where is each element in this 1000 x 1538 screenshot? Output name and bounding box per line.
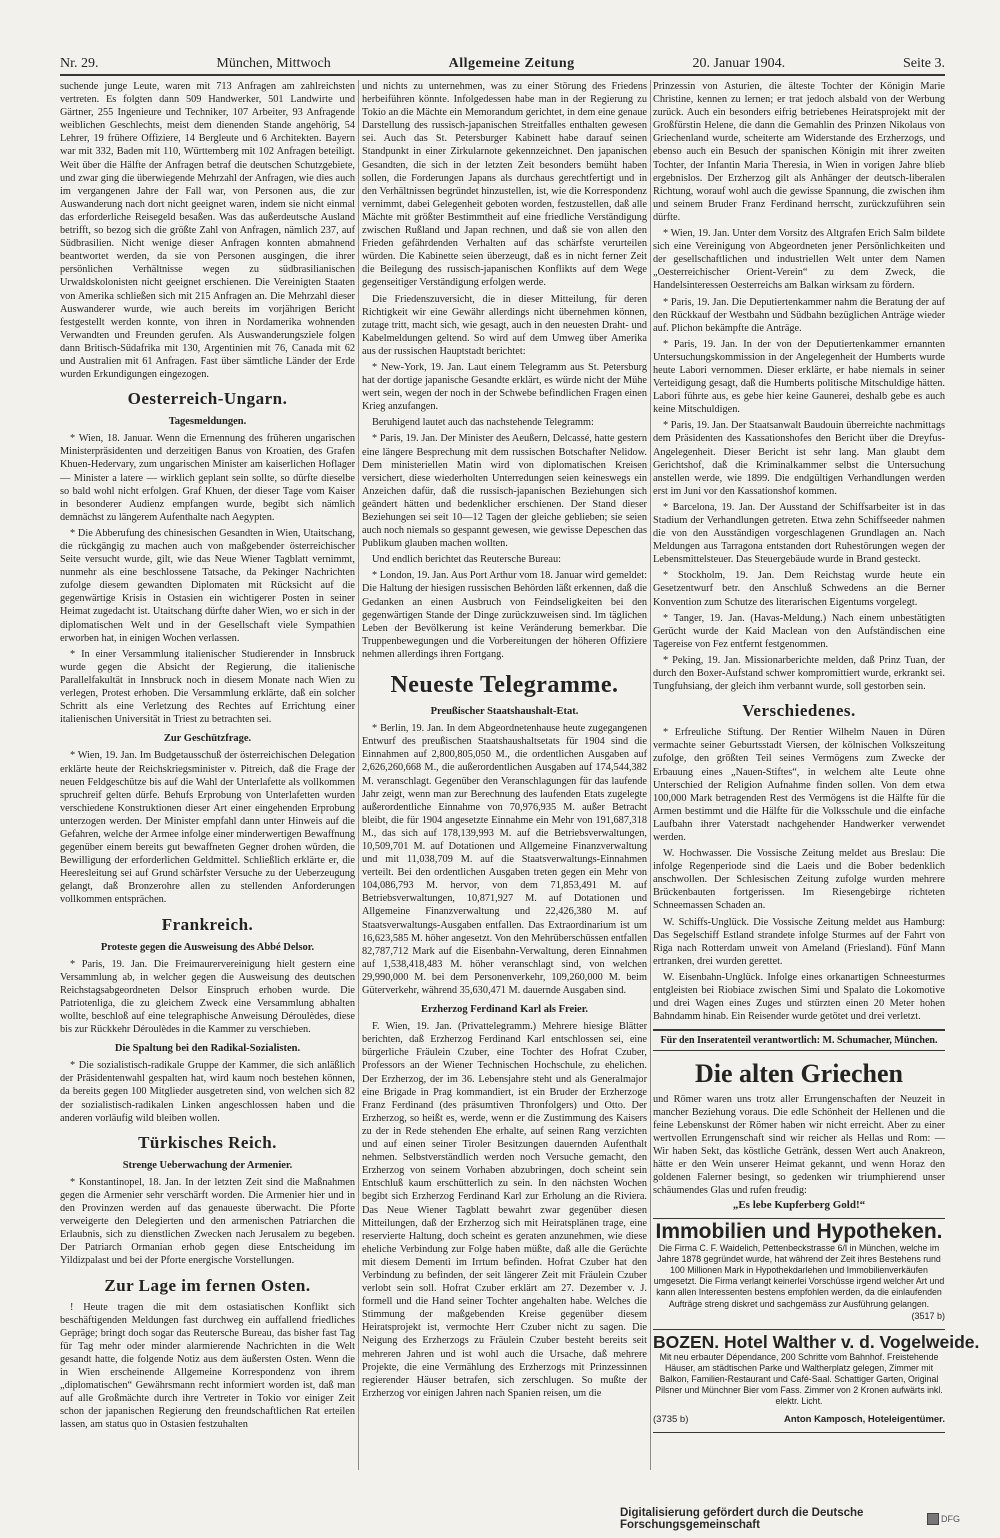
article-paragraph: und nichts zu unternehmen, was zu einer Störung des Friedens herbeiführen könnte. Infolgedessen habe man in der Regierung zu Tokio an die Mächte ein Memorandum gerichtet, in dem eine genaue Darstellung des russisch-japanischen Streitfalles enthalten gewesen sei. Auch das St. Petersburger Kabinett habe darauf seinen Standpunkt in einer Zirkularnote gekennzeichnet. Den japanischen Gesandten, die sich in der letzten Zeit besonders bemüht haben sollen, die Forderungen Japans als durchaus gerechtfertigt und in den Verhältnissen begründet hinzustellen, ist, wie die Korrespondenz vernimmt, dabei Gelegenheit geboten worden, festzustellen, daß alle Mächte mit größter Bestimmtheit auf eine friedliche Verständigung zwischen Rußland und Japan rechnen, und daß sie von allen den Frieden gefährdenden Verhalten auf das schärfste verurteilen würden. Die Kabinette seien überzeugt, daß es in nicht ferner Zeit die Beilegung des russisch-japanischen Konflikts auf dem Wege gegenseitiger Verständigung erfolgen werde. <box>362 81 647 289</box>
subheading: Strenge Ueberwachung der Armenier. <box>122 1159 293 1171</box>
digitization-credit <box>620 1507 960 1531</box>
advertisement-immobilien <box>653 1220 945 1322</box>
article-paragraph: suchende junge Leute, waren mit 713 Anfragen am zahlreichsten vertreten. Es folgten dann 509 Handwerker, 501 Landwirte und Gärtner, 255 Ingenieure und Techniker, 107 Arbeiter, 93 Anfragende weiblichen Geschlechts, meist dem dienenden Stande angehörig, 54 Lehrer, 19 frühere Offiziere, 14 Bergleute und 6 Architekten. Bayern war mit 332, Baden mit 110, Württemberg mit 102 Anfragen beteiligt. Weit über die Hälfte der Anfragen betraf die deutschen Schutzgebiete, und zwar ging die überwiegende Mehrzahl der Anfragen, wie dies auch im vergangenen Jahre der Fall war, von Personen aus, die zur Auswanderung nach dort nicht geeignet waren, indem sie nicht einmal das erforderliche Reisegeld besaßen. Was das außerdeutsche Ausland betrifft, so bezog sich die größte Zahl von Anfragen, nämlich 237, auf Südbrasilien. Nicht wenige dieser Anfragen konnten abmahnend beantwortet werden, da sie von Personen ausgingen, die ihrer persönlichen Verhältnisse wegen zu südbrasilianischen Urwaldskolonisten nicht geeignet erschienen. Die Vereinigten Staaten von Amerika schließen sich mit 215 Anfragen an. Die Mehrzahl dieser Auswanderer wurde, wie auch bereits im vorjährigen Bericht festgestellt werden konnte, von ihren in Nordamerika wohnenden Verwandten und Freunden gerufen. Als Auswanderungsziele folgen dann Britisch-Südafrika mit 130, Argentinien mit 76, Canada mit 62 und Australien mit 61 Anfragen. Fast über sämtliche Länder der Erde wurden Erkundigungen eingezogen. <box>60 81 355 381</box>
article-paragraph: Beruhigend lautet auch das nachstehende Telegramm: <box>372 417 594 429</box>
article-paragraph: Prinzessin von Asturien, die älteste Tochter der Königin Marie Christine, kennen zu lernen; er trat jedoch alsbald von der Werbung zurück. Auch ein besonders eifrig betriebenes Heiratsprojekt mit der Großfürstin Helene, die dann die Gemahlin des Prinzen Nikolaus von Griechenland wurde, scheiterte am Widerstande des Erzherzogs, und ebenso auch ein Besuch der spanischen Königin mit ihrer zweiten Tochter, der Infantin Maria Theresia, in Wien in vorigen Jahre blieb ergebnislos. Der Erzherzog gilt als Anhänger der deutsch-liberalen Richtung, worauf wohl auch die gewisse Spannung, die zwischen ihm und seinem Bruder Franz Ferdinand herrscht, zurückzuführen sein dürfte. <box>653 81 945 223</box>
section-heading: Türkisches Reich. <box>138 1132 277 1152</box>
column-divider <box>358 80 359 1470</box>
column-1 <box>60 80 355 1470</box>
article-paragraph: * Paris, 19. Jan. Die Deputiertenkammer nahm die Beratung der auf den Rückkauf der Westbahn und Südbahn bezüglichen Anträge wieder auf. Plichon bekämpfte die Anträge. <box>653 296 945 334</box>
article-paragraph: * Peking, 19. Jan. Missionarberichte melden, daß Prinz Tuan, der durch den Boxer-Aufstand schwer kompromittiert wurde, erkrankt sei. Tungfuhsiang, der gleich ihm verbannt wurde, soll gestorben sein. <box>653 654 945 693</box>
article-paragraph: Und endlich berichtet das Reutersche Bureau: <box>372 554 561 566</box>
ad-body: und Römer waren uns trotz aller Errungenschaften der Neuzeit in mancher Beziehung voraus. Die edle Schönheit der Hellenen und die feine Lebenskunst der Römer haben wir nicht erreicht. Aber zu einer wertvollen Errungenschaft sind wir reicher als Hellas und Rom: — Wir haben Sekt, das köstliche Getränk, dessen Wert auch Anakreon, hätte er den Wein unserer Heimat gekannt, und wenn Horaz den goldenen Falerner besingt, so gedenken wir triumphierend unser schäumendes Glas und rufen freudig: <box>653 1094 945 1197</box>
dfg-logo-text: DFG <box>941 1514 960 1524</box>
issue-date: 20. Januar 1904. <box>692 56 786 71</box>
subheading: Zur Geschützfrage. <box>163 733 252 745</box>
section-heading: Oesterreich-Ungarn. <box>127 389 288 409</box>
article-paragraph: F. Wien, 19. Jan. (Privattelegramm.) Mehrere hiesige Blätter berichten, daß Erzherzog Ferdinand Karl entschlossen sei, eine bürgerliche Fräulein Czuber, eine Tochter des Hofrat Czuber, Professors an der Wiener Technischen Hochschule, zu ehelichen. Der Erzherzog, der im 36. Lebensjahre steht und als Generalmajor eine Brigade in Prag kommandiert, ist ein Bruder der Erzherzoge Franz Ferdinand (des präsumtiven Thronfolgers) und Otto. Der Erzherzog, so heißt es, werde, wenn er die Zustimmung des Kaisers zu der in Rede stehenden Ehe erhalte, auf seinen Rang verzichten und auf einen seiner Tiroler Besitzungen dauernden Aufenthalt nehmen. Selbstverständlich werden noch Versuche gemacht, den Erzherzog von seinem Vorhaben abzubringen, doch scheint sein Entschluß kaum erschütterlich zu sein. In den nächsten Wochen begibt sich Erzherzog Ferdinand Karl zur Erholung an die Riviera. Das Neue Wiener Tagblatt bewahrt zwar gegenüber diesen Mitteilungen, daß der Erzherzog sich mit Heiratsplänen trage, eine reservierte Haltung, doch scheint es geraten anzunehmen, wie diese eheliche Verbindung zur Folge haben müßte, daß alle die Gerüchte mit diesem Dementi im Irrtum befinden. Hofrat Czuber hat den Verbindung zu befinden, der seit längerer Zeit mit Fräulein Czuber verlobt sein soll. Hofrat Czuber erklärt am 27. Dezember v. J. formell und die Hand seiner Tochter angehalten habe. Welches die Stimmung der maßgebenden Kreise gegenüber diesem Heiratsprojekt ist, vermochte Herr Czuber nicht zu sagen. Die Neigung des Erzherzogs zu Fräulein Czuber besteht bereits seit mehreren Jahren und ist wohl auch die Ursache, daß mehrere Projekte, die eine Vermählung des Erzherzogs mit Prinzessinnen regierender Häuser betrafen, sich zerschlugen. So mußte der Erzherzog vor einigen Jahren nach Spanien reisen, um die <box>362 1021 647 1399</box>
article-paragraph: * Berlin, 19. Jan. In dem Abgeordnetenhause heute zugegangenen Entwurf des preußischen Staatshaushaltsetats für 1904 sind die Einnahmen auf 2,800,805,050 M., die ordentlichen Ausgaben auf 2,626,260,668 M., die außerordentlichen Ausgaben auf 174,544,382 M. veranschlagt. Gegenüber den Veranschlagungen für das laufende Jahr zeigt, wenn man zur Berechnung des laufenden Etats zugelegte außerordentliche Einnahme von 70,976,935 M. außer Betracht bleibt, die für 1904 angesetzte Einnahme ein Mehr von 191,687,318 M., das sich auf 178,139,993 M. auf die Betriebsverwaltungen, 10,509,701 M. auf Dotationen und Allgemeine Finanzverwaltung und mit 11,038,709 M. auf die Staatsverwaltungs-Einnahmen verteilt. Bei den ordentlichen Ausgaben treten gegen ein Mehr von 104,086,793 M. hervor, von dem 71,853,491 M. auf Betriebsverwaltungen, 10,871,927 M. auf Dotationen und Allgemeine Finanzverwaltung und 22,426,380 M. auf Staatsverwaltungs-Ausgaben entfallen. Das Extraordinarium ist um 16,623,585 M. höher angesetzt. Von den Mehrüberschüssen entfallen 82,787,712 Mark auf die Eisenbahn-Verwaltung, deren Einnahmen auf 1,538,418,483 M. höher veranschlagt sind, von welchen 29,990,000 M. bei dem Personenverkehr, 109,260,000 M. beim Güterverkehr, während 35,630,471 M. dauernde Ausgaben sind. <box>362 723 647 996</box>
article-paragraph: * Paris, 19. Jan. In der von der Deputiertenkammer ernannten Untersuchungskommission in der Angelegenheit der Humberts wurde heute Labori vernommen. Dieser erklärte, er habe niemals in seiner Verteidigung gesagt, daß die Humberts politische Mitschuldige hätten. Labori führte aus, es gebe hier keine Gaunerei, deshalb gebe es auch keine Mitschuldigen. <box>653 338 945 416</box>
ad-title: Die alten Griechen <box>695 1059 903 1089</box>
subheading: Proteste gegen die Ausweisung des Abbé Delsor. <box>100 941 315 953</box>
ad-title: BOZEN. Hotel Walther v. d. Vogelweide. <box>653 1331 980 1352</box>
section-heading: Zur Lage im fernen Osten. <box>104 1275 311 1295</box>
section-heading: Frankreich. <box>161 914 254 934</box>
masthead <box>60 54 945 74</box>
column-divider <box>650 80 651 1470</box>
section-heading: Neueste Telegramme. <box>390 672 619 699</box>
column-3 <box>653 80 980 1470</box>
article-paragraph: * Erfreuliche Stiftung. Der Rentier Wilhelm Nauen in Düren vermachte seiner Geburtsstadt Viersen, der kölnischen Volkszeitung zufolge, den größten Teil seines Vermögens zum Zwecke der Erbauung eines „Nauen-Stiftes“, in welchem alte Leute ohne Unterschied der Religion Aufnahme finden sollen. Von dem etwa 100,000 Mark betragenden Rest des Vermögens ist die Hälfte für die Armen bestimmt und die Hälfte für die Volksschule und die einfache Laufbahn ihrer Vaterstadt nachgehender Handwerker verwendet werden. <box>653 727 945 843</box>
article-paragraph: * Wien, 19. Jan. Unter dem Vorsitz des Altgrafen Erich Salm bildete sich eine Vereinigung von Abgeordneten jener Persönlichkeiten und der gesellschaftlichen und industriellen Welt unter dem Namen „Oesterreichischer Orient-Verein“ zu dem Zweck, die Handelsinteressen Oesterreichs am Balkan wirksam zu fördern. <box>653 228 945 292</box>
subheading: Erzherzog Ferdinand Karl als Freier. <box>420 1004 589 1016</box>
ad-divider <box>653 1218 945 1219</box>
article-paragraph: * Paris, 19. Jan. Der Minister des Aeußern, Delcassé, hatte gestern eine längere Besprechung mit dem russischen Botschafter Nelidow. Dem ministeriellen Matin wird von diplomatischen Kreisen versichert, diese wiederholten Unterredungen seien keineswegs ein Anzeichen dafür, daß die russisch-japanischen Beziehungen sich geändert hätten und bedenklicher erschienen. Der Stand dieser Beziehungen sei seit 10—12 Tagen der gleiche geblieben; sie seien auch noch niemals so gespannt gewesen, wie gewisse Depeschen das Publikum glauben machen wollten. <box>362 433 647 550</box>
ad-title: Immobilien und Hypotheken. <box>655 1220 943 1244</box>
article-paragraph: * Paris, 19. Jan. Der Staatsanwalt Baudouin überreichte nachmittags dem Präsidenten des Kassationshofes den Bericht über die Dreyfus-Angelegenheit. Dieser Bericht ist sehr lang. Man glaubt dem Gerichtshof, daß die Kriminalkammer selbst die Untersuchung anstellen werde, wie 1899. Die endgültigen Verhandlungen werden erst im Juni vor den Kassationshof kommen. <box>653 420 945 497</box>
article-paragraph: * Tanger, 19. Jan. (Havas-Meldung.) Nach einem unbestätigten Gerücht wurde der Kaid Maclean von den Aufständischen eine Tagereise von Fez entfernt festgenommen. <box>653 612 945 650</box>
article-paragraph: * Barcelona, 19. Jan. Der Ausstand der Schiffsarbeiter ist in das Stadium der Verhandlungen getreten. Etwa zehn Schiffseeder nahmen die von den Ausständigen vorgeschlagenen Grundlagen an. Nach Meldungen aus Tarragona entstanden dort Ruhestörungen wegen der Lebensmittelsteuer. Das Steuergebäude wurde in Brand gesteckt. <box>653 501 945 566</box>
article-paragraph: * Wien, 19. Jan. Im Budgetausschuß der österreichischen Delegation erklärte heute der Reichskriegsminister v. Pitreich, daß die Frage der neuen Feldgeschütze bis auf die Wahl der Unterlafette als vollkommen spruchreif gelten dürfe. Behufs Erprobung von Unterlafetten wurden verschiedene Konstruktionen dieser Art einer eingehenden Erprobung unterzogen werden. Der Minister empfahl dann unter Hinweis auf die Gefahren, welche der Armee infolge einer minderwertigen Bewaffnung gegenüber einem bereits gut bewaffneten Gegner drohen würden, die Bewilligung der erforderlichen Geldmittel. Schließlich erklärte er, die Heeresleitung sei auf Grund schärfster Versuche zu der Ueberzeugung gelangt, daß Bronzerohre allen zu stellenden Anforderungen vollkommen entsprächen. <box>60 750 355 906</box>
advertisement-sekt <box>653 1059 945 1212</box>
article-paragraph: * In einer Versammlung italienischer Studierender in Innsbruck wurde gegen die Absicht der Regierung, die italienische Parallelfakultät in Innsbruck noch in diesem Monate nach Wien zu verlegen, Protest erhoben. Die Versammlung erklärte, daß ein solcher Schritt als eine Verletzung des Rechtes auf Errichtung einer italienischen Universität in Triest zu betrachten sei. <box>60 648 355 726</box>
newspaper-title: Allgemeine Zeitung <box>448 56 575 71</box>
ad-footer <box>653 1413 945 1426</box>
ad-divider <box>653 1432 945 1433</box>
article-paragraph: Die Friedenszuversicht, die in dieser Mitteilung, für deren Richtigkeit wir eine Gewähr allerdings nicht übernehmen können, zutage tritt, macht sich, wie gesagt, auch in den neuesten Draht- und Kabelmeldungen geltend. So wird auf dem Umweg über Amerika aus der russischen Hauptstadt berichtet: <box>362 293 647 357</box>
article-paragraph: * Konstantinopel, 18. Jan. In der letzten Zeit sind die Maßnahmen gegen die Armenier sehr verschärft worden. Die Armenier hier und in den Provinzen werden auf das genaueste überwacht. Die Pforte verweigerte den Delegierten und den armenischen Patriarchen die Erlaubnis, sich zu dienstlichen Zwecken nach Jerusalem zu begeben. Der Patriarch Ormanian erhob gegen diese Entscheidung im Yildizpalast und bei der Pforte energische Vorstellungen. <box>60 1176 355 1267</box>
publisher-note: Für den Inseratenteil verantwortlich: M. Schumacher, München. <box>653 1031 945 1051</box>
ad-divider <box>653 1329 945 1330</box>
page-number: Seite 3. <box>902 56 945 71</box>
advertisement-hotel <box>653 1331 980 1426</box>
section-heading: Verschiedenes. <box>742 701 856 721</box>
article-paragraph: * New-York, 19. Jan. Laut einem Telegramm aus St. Petersburg hat der dortige japanische Gesandte erklärt, es würde nicht der Mühe wert sein, wegen der noch in der Schwebe befindlichen Fragen einen Krieg anzufangen. <box>362 361 647 413</box>
issue-number: Nr. 29. <box>60 56 99 71</box>
article-paragraph: * Die sozialistisch-radikale Gruppe der Kammer, die sich anläßlich der Präsidentenwahl gespalten hat, wird kaum noch bestehen können, da bereits gegen 100 Mitglieder ausgetreten sind, von welchen sich 82 der sozialistisch-radikalen Linken angeschlossen haben und die anderen vorläufig wild bleiben wollen. <box>60 1060 355 1124</box>
ad-code: (3735 b) <box>653 1413 689 1425</box>
article-paragraph: * London, 19. Jan. Aus Port Arthur vom 18. Januar wird gemeldet: Die Haltung der hiesigen russischen Behörden läßt erkennen, daß die Gedanken an einen Ausbruch von Feindseligkeiten bei den gegenwärtigen Stande der Dinge zurückzuweisen sind. Im täglichen Leben der Bevölkerung ist keine Veränderung bemerkbar. Die Truppenbewegungen und die Vorbereitungen der höheren Offiziere nehmen allerdings ihren Fortgang. <box>362 570 647 660</box>
ad-body: Mit neu erbauter Dépendance, 200 Schritte vom Bahnhof. Freistehende Häuser, am städtischen Parke und Waltherplatz gelegen, Zimmer mit Balkon, Familien-Restaurant und Café-Saal. Schattiger Garten, Original Pilsner und Münchner Bier vom Fass. Zimmer von 2 Kronen aufwärts inkl. elektr. Licht. <box>655 1351 943 1406</box>
article-paragraph: * Wien, 18. Januar. Wenn die Ernennung des früheren ungarischen Ministerpräsidenten und derzeitigen Banus von Kroatien, des Grafen Khuen-Hedervary, zum ungarischen Minister am kaiserlichen Hoflager — Minister a latere — wirklich geplant sein sollte, so dürfte dieselbe so bald wohl nicht erfolgen. Graf Khuen, der dieser Tage vom Kaiser in besonderer Audienz empfangen wurde, begibt sich nämlich demnächst zu längerem Aufenthalte nach Aegypten. <box>60 433 355 523</box>
article-paragraph: ! Heute tragen die mit dem ostasiatischen Konflikt sich beschäftigenden Meldungen fast durchweg ein auffallend friedliches Gepräge; bringt doch sogar das Reutersche Bureau, das bisher fast Tag für Tag mehr oder minder alarmierende Nachrichten in die Welt gesandt hatte, die folgende Notiz aus dem äußersten Osten. Wenn die in Wien erscheinende Allgemeine Korrespondenz von ihrem „diplomatischen“ Gewährsmann recht informiert worden ist, daß man auf alle Großmächte durch ihre Vertreter in Tokio vor einiger Zeit schon der japanischen Regierung den freundschaftlichen Rat erteilen lassen, am status quo in Ostasien festzuhalten <box>60 1301 355 1431</box>
header-rule <box>60 74 945 76</box>
subheading: Tagesmeldungen. <box>168 416 247 428</box>
article-paragraph: W. Schiffs-Unglück. Die Vossische Zeitung meldet aus Hamburg: Das Segelschiff Estland strandete infolge Sturmes auf der Fahrt von Riga nach Rotterdam unweit von Ameland (Friesland). Fünf Mann ertranken, drei wurden gerettet. <box>653 916 945 967</box>
ad-body: Die Firma C. F. Waidelich, Pettenbeckstrasse 6/I in München, welche im Jahre 1878 gegründet wurde, hat während der Zeit ihres Bestehens rund 100 Millionen Mark in Hypothekdarlehen und Immobilienverkäufen umgesetzt. Die Firma verlangt keinerlei Vorschüsse irgend welcher Art und kann allen Interessenten bestens empfohlen werden, da die einlaufenden Aufträge streng diskret und sachgemäss zur Ausführung gelangen. <box>653 1242 945 1309</box>
article-paragraph: * Die Abberufung des chinesischen Gesandten in Wien, Utaitschang, die rückgängig zu machen auch von maßgebender österreichischer Seite versucht wurde, gilt, wie das Neue Wiener Tagblatt vernimmt, nunmehr als eine beschlossene Tatsache, da Pekinger Nachrichten zufolge diesem gewandten Diplomaten mit Rücksicht auf die gegenwärtige Krisis in Ostasien ein wichtigerer Posten in seiner Heimat zugedacht ist. Utaitschang dürfte daher Wien, wo er sich in der diplomatischen Welt und in der Gesellschaft viele Sympathien erworben hat, in einigen Wochen verlassen. <box>60 527 355 644</box>
dfg-square-icon <box>927 1513 939 1525</box>
article-paragraph: W. Eisenbahn-Unglück. Infolge eines orkanartigen Schneesturmes entgleisten bei Riobiace zwischen Simi und Spalato die Lokomotive und drei Wagen eines Zuges und stürzten einen 20 Meter hohen Bahndamm hinab. Ein Reisender wurde getötet und drei verletzt. <box>653 971 945 1023</box>
article-paragraph: W. Hochwasser. Die Vossische Zeitung meldet aus Breslau: Die infolge Regenperiode sind die Laeis und die Bober bedenklich anschwollen. Der Schlesischen Zeitung zufolge wurden mehrere Brückenbauten fortgerissen. Im Riesengebirge richteten Schneemassen Schaden an. <box>653 848 945 912</box>
ad-slogan: „Es lebe Kupferberg Gold!“ <box>732 1199 866 1212</box>
dfg-logo-icon <box>927 1513 960 1525</box>
column-2 <box>362 80 647 1470</box>
credit-text: Digitalisierung gefördert durch die Deutsche Forschungsgemeinschaft <box>620 1507 864 1531</box>
article-paragraph: * Paris, 19. Jan. Die Freimaurervereinigung hielt gestern eine Versammlung ab, in welcher gegen die Ausweisung des deutschen Reichstagsabgeordneten Delsor Einspruch erhoben wurde. Die Patriotenliga, die zu gleichem Zweck eine Versammlung abhalten wollte, beschloß auf eine telegraphische Anweisung Déroulèdes, diese bis zur Rückkehr Déroulèdes in die Kammer zu verschieben. <box>60 958 355 1036</box>
article-paragraph: * Stockholm, 19. Jan. Dem Reichstag wurde heute ein Gesetzentwurf betr. den Anschluß Schwedens an die Berner Konvention zum Schutze des literarischen Eigentums vorgelegt. <box>653 570 945 608</box>
subheading: Preußischer Staatshaushalt-Etat. <box>430 706 579 718</box>
place-day: München, Mittwoch <box>216 56 331 71</box>
ad-owner: Anton Kamposch, Hoteleigentümer. <box>784 1413 945 1425</box>
subheading: Die Spaltung bei den Radikal-Sozialisten. <box>114 1043 301 1055</box>
ad-code: (3517 b) <box>911 1310 945 1321</box>
